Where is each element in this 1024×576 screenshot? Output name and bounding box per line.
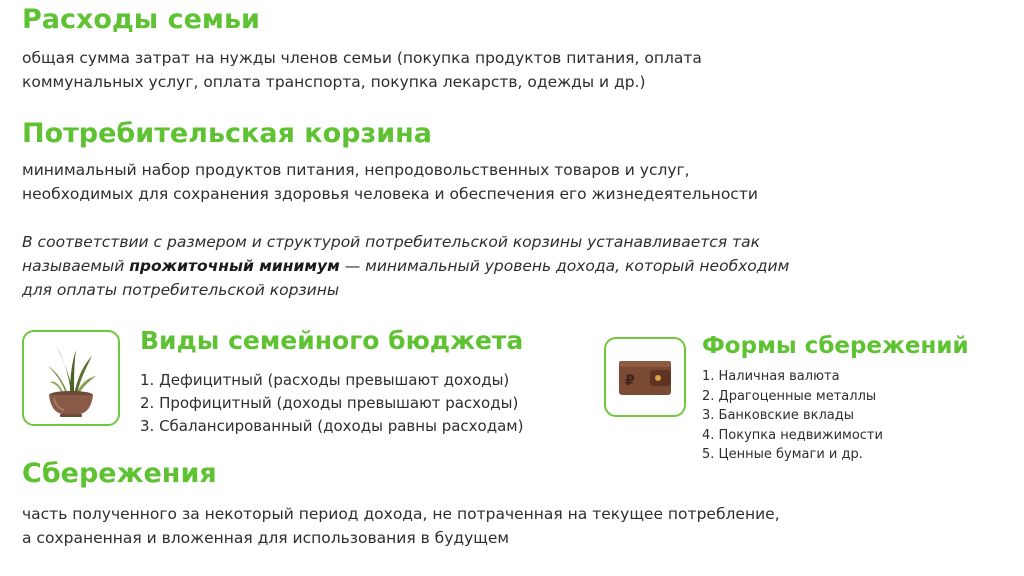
basket-heading: Потребительская корзина (22, 118, 432, 149)
savings-heading: Сбережения (22, 458, 217, 489)
expenses-line-2: коммунальных услуг, оплата транспорта, покупка лекарств, одежды и др.) (22, 73, 646, 91)
note-line-2-post: — минимальный уровень дохода, который необходим (339, 257, 790, 275)
plant-pot-icon (24, 332, 118, 424)
note-line-1: В соответствии с размером и структурой потребительской корзины устанавливается так (22, 233, 760, 251)
note-line-2-pre: называемый (22, 257, 130, 275)
list-item: 3. Сбалансированный (доходы равны расходам) (140, 417, 524, 435)
list-item: 5. Ценные бумаги и др. (702, 447, 863, 462)
note-line-3: для оплаты потребительской корзины (22, 281, 340, 299)
plant-icon-box (22, 330, 120, 426)
basket-line-1: минимальный набор продуктов питания, непродовольственных товаров и услуг, (22, 161, 690, 179)
savings-forms-heading: Формы сбережений (702, 333, 969, 359)
expenses-line-1: общая сумма затрат на нужды членов семьи (покупка продуктов питания, оплата (22, 49, 702, 67)
list-item: 3. Банковские вклады (702, 408, 855, 423)
list-item: 4. Покупка недвижимости (702, 427, 883, 443)
savings-line-2: а сохраненная и вложенная для использования в будущем (22, 529, 510, 547)
budget-types-list (140, 369, 523, 438)
savings-forms-list (702, 367, 883, 465)
list-item: 1. Дефицитный (расходы превышают доходы) (140, 371, 510, 389)
list-item: 1. Наличная валюта (702, 369, 840, 384)
budget-types-heading: Виды семейного бюджета (140, 326, 524, 355)
list-item: 2. Драгоценные металлы (702, 388, 877, 404)
subsistence-minimum-term: прожиточный минимум (129, 257, 340, 275)
list-item: 2. Профицитный (доходы превышают расходы) (140, 394, 519, 412)
note-line-2 (22, 254, 789, 278)
expenses-heading: Расходы семьи (22, 4, 260, 35)
savings-line-1: часть полученного за некоторый период дохода, не потраченная на текущее потребление, (22, 505, 780, 523)
wallet-icon-box (604, 337, 686, 417)
svg-text:₽: ₽ (625, 373, 635, 389)
basket-line-2: необходимых для сохранения здоровья человека и обеспечения его жизнедеятельности (22, 185, 758, 203)
wallet-ruble-icon (606, 339, 684, 415)
